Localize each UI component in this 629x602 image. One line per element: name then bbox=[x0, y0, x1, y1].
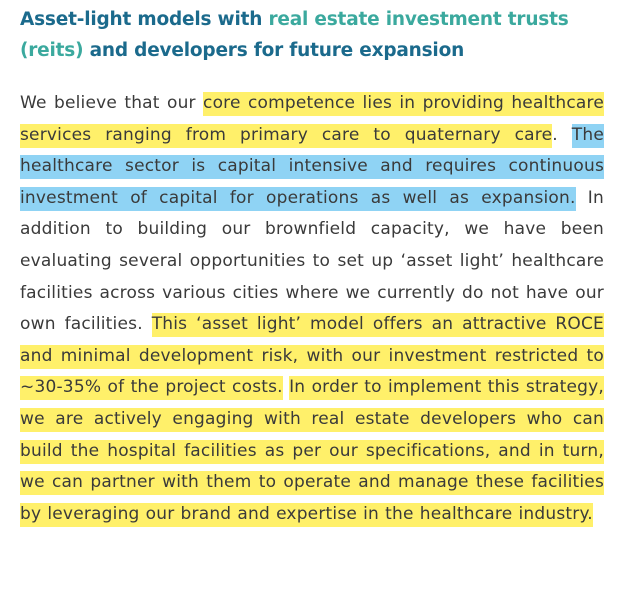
heading-part-1: Asset-light models with bbox=[20, 9, 269, 30]
text-segment: We believe that our bbox=[20, 93, 204, 113]
section-heading bbox=[20, 4, 620, 66]
text-segment: . bbox=[552, 124, 572, 145]
heading-part-3: and developers for future expansion bbox=[83, 40, 465, 61]
body-paragraph bbox=[20, 88, 604, 530]
yellow-highlight: core competence lies in providing healthcare services ranging from primary care to quaternary care bbox=[20, 92, 604, 148]
yellow-highlight: In order to implement this strategy, we are actively engaging with real estate developers who can build the hospital facilities as per our specifications, and in turn, we can partner with them to operate and manage these facilities by leveraging our brand and expertise in the healthcare industry. bbox=[20, 376, 604, 526]
yellow-highlight: This ‘asset light’ model offers an attractive ROCE and minimal development risk, with our investment restricted to ~30-35% of the project costs. bbox=[20, 313, 604, 400]
blue-highlight: The healthcare sector is capital intensive and requires continuous investment of capital for operations as well as expansion. bbox=[20, 124, 604, 211]
text-segment: In addition to building our brownfield capacity, we have been evaluating several opportunities to set up ‘asset light’ healthcare facilities across various cities where we currently do not have our own facilities. bbox=[20, 187, 604, 335]
heading-accent: real estate investment trusts (reits) bbox=[20, 9, 569, 61]
